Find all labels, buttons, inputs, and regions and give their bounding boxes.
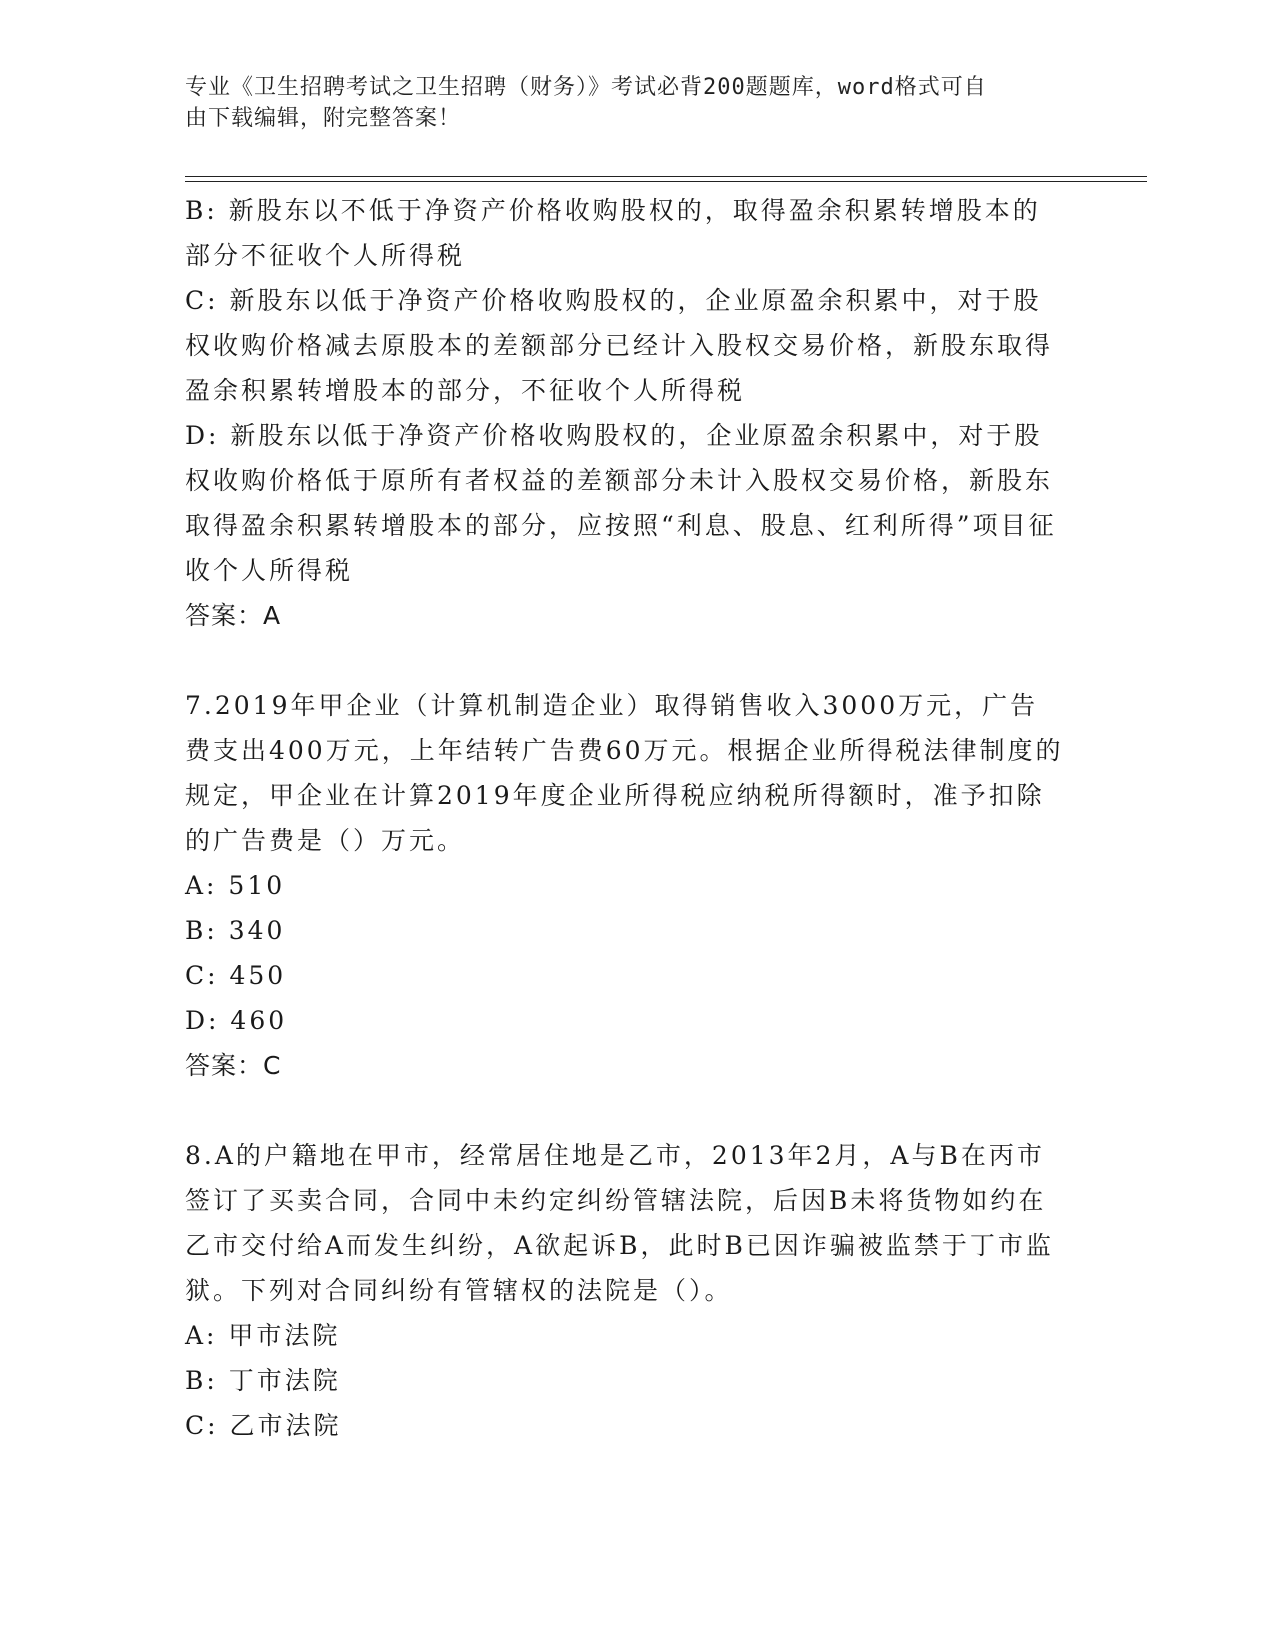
q6-option-d: D: 新股东以低于净资产价格收购股权的，企业原盈余积累中，对于股权收购价格低于原所有者权益的差额部分未计入股权交易价格，新股东取得盈余积累转增股本的部分，应按照“利息、股息、红利所得”项目征收个人所得税 [185, 421, 1057, 585]
q7-option-c: C: 450 [185, 961, 287, 990]
q7-question: 7.2019年甲企业（计算机制造企业）取得销售收入3000万元，广告费支出400万元，上年结转广告费60万元。根据企业所得税法律制度的规定，甲企业在计算2019年度企业所得税应纳税所得额时，准予扣除的广告费是（）万元。 [185, 691, 1064, 855]
spacer [185, 638, 1065, 683]
header-title-line-1: 专业《卫生招聘考试之卫生招聘（财务）》考试必背200题题库，word格式可自 [185, 75, 987, 100]
q8-option-a: A: 甲市法院 [185, 1321, 341, 1350]
q8-option-b: B: 丁市法院 [185, 1366, 341, 1395]
header-title-line-2: 由下载编辑，附完整答案！ [185, 106, 462, 131]
document-body [185, 188, 1065, 1448]
q6-option-b: B: 新股东以不低于净资产价格收购股权的，取得盈余积累转增股本的部分不征收个人所得税 [185, 196, 1041, 270]
q8-option-c: C: 乙市法院 [185, 1411, 342, 1440]
q6-option-c: C: 新股东以低于净资产价格收购股权的，企业原盈余积累中，对于股权收购价格减去原股本的差额部分已经计入股权交易价格，新股东取得盈余积累转增股本的部分，不征收个人所得税 [185, 286, 1054, 405]
q6-answer: 答案：A [185, 601, 282, 630]
q7-option-a: A: 510 [185, 871, 286, 900]
q8-question: 8.A的户籍地在甲市，经常居住地是乙市，2013年2月，A与B在丙市签订了买卖合同，合同中未约定纠纷管辖法院，后因B未将货物如约在乙市交付给A而发生纠纷，A欲起诉B，此时B已因诈骗被监禁于丁市监狱。下列对合同纠纷有管辖权的法院是（）。 [185, 1141, 1054, 1305]
page-header [185, 72, 1065, 134]
q7-option-b: B: 340 [185, 916, 286, 945]
q7-option-d: D: 460 [185, 1006, 288, 1035]
q7-answer: 答案：C [185, 1051, 282, 1080]
header-divider [185, 176, 1147, 182]
spacer [185, 1088, 1065, 1133]
